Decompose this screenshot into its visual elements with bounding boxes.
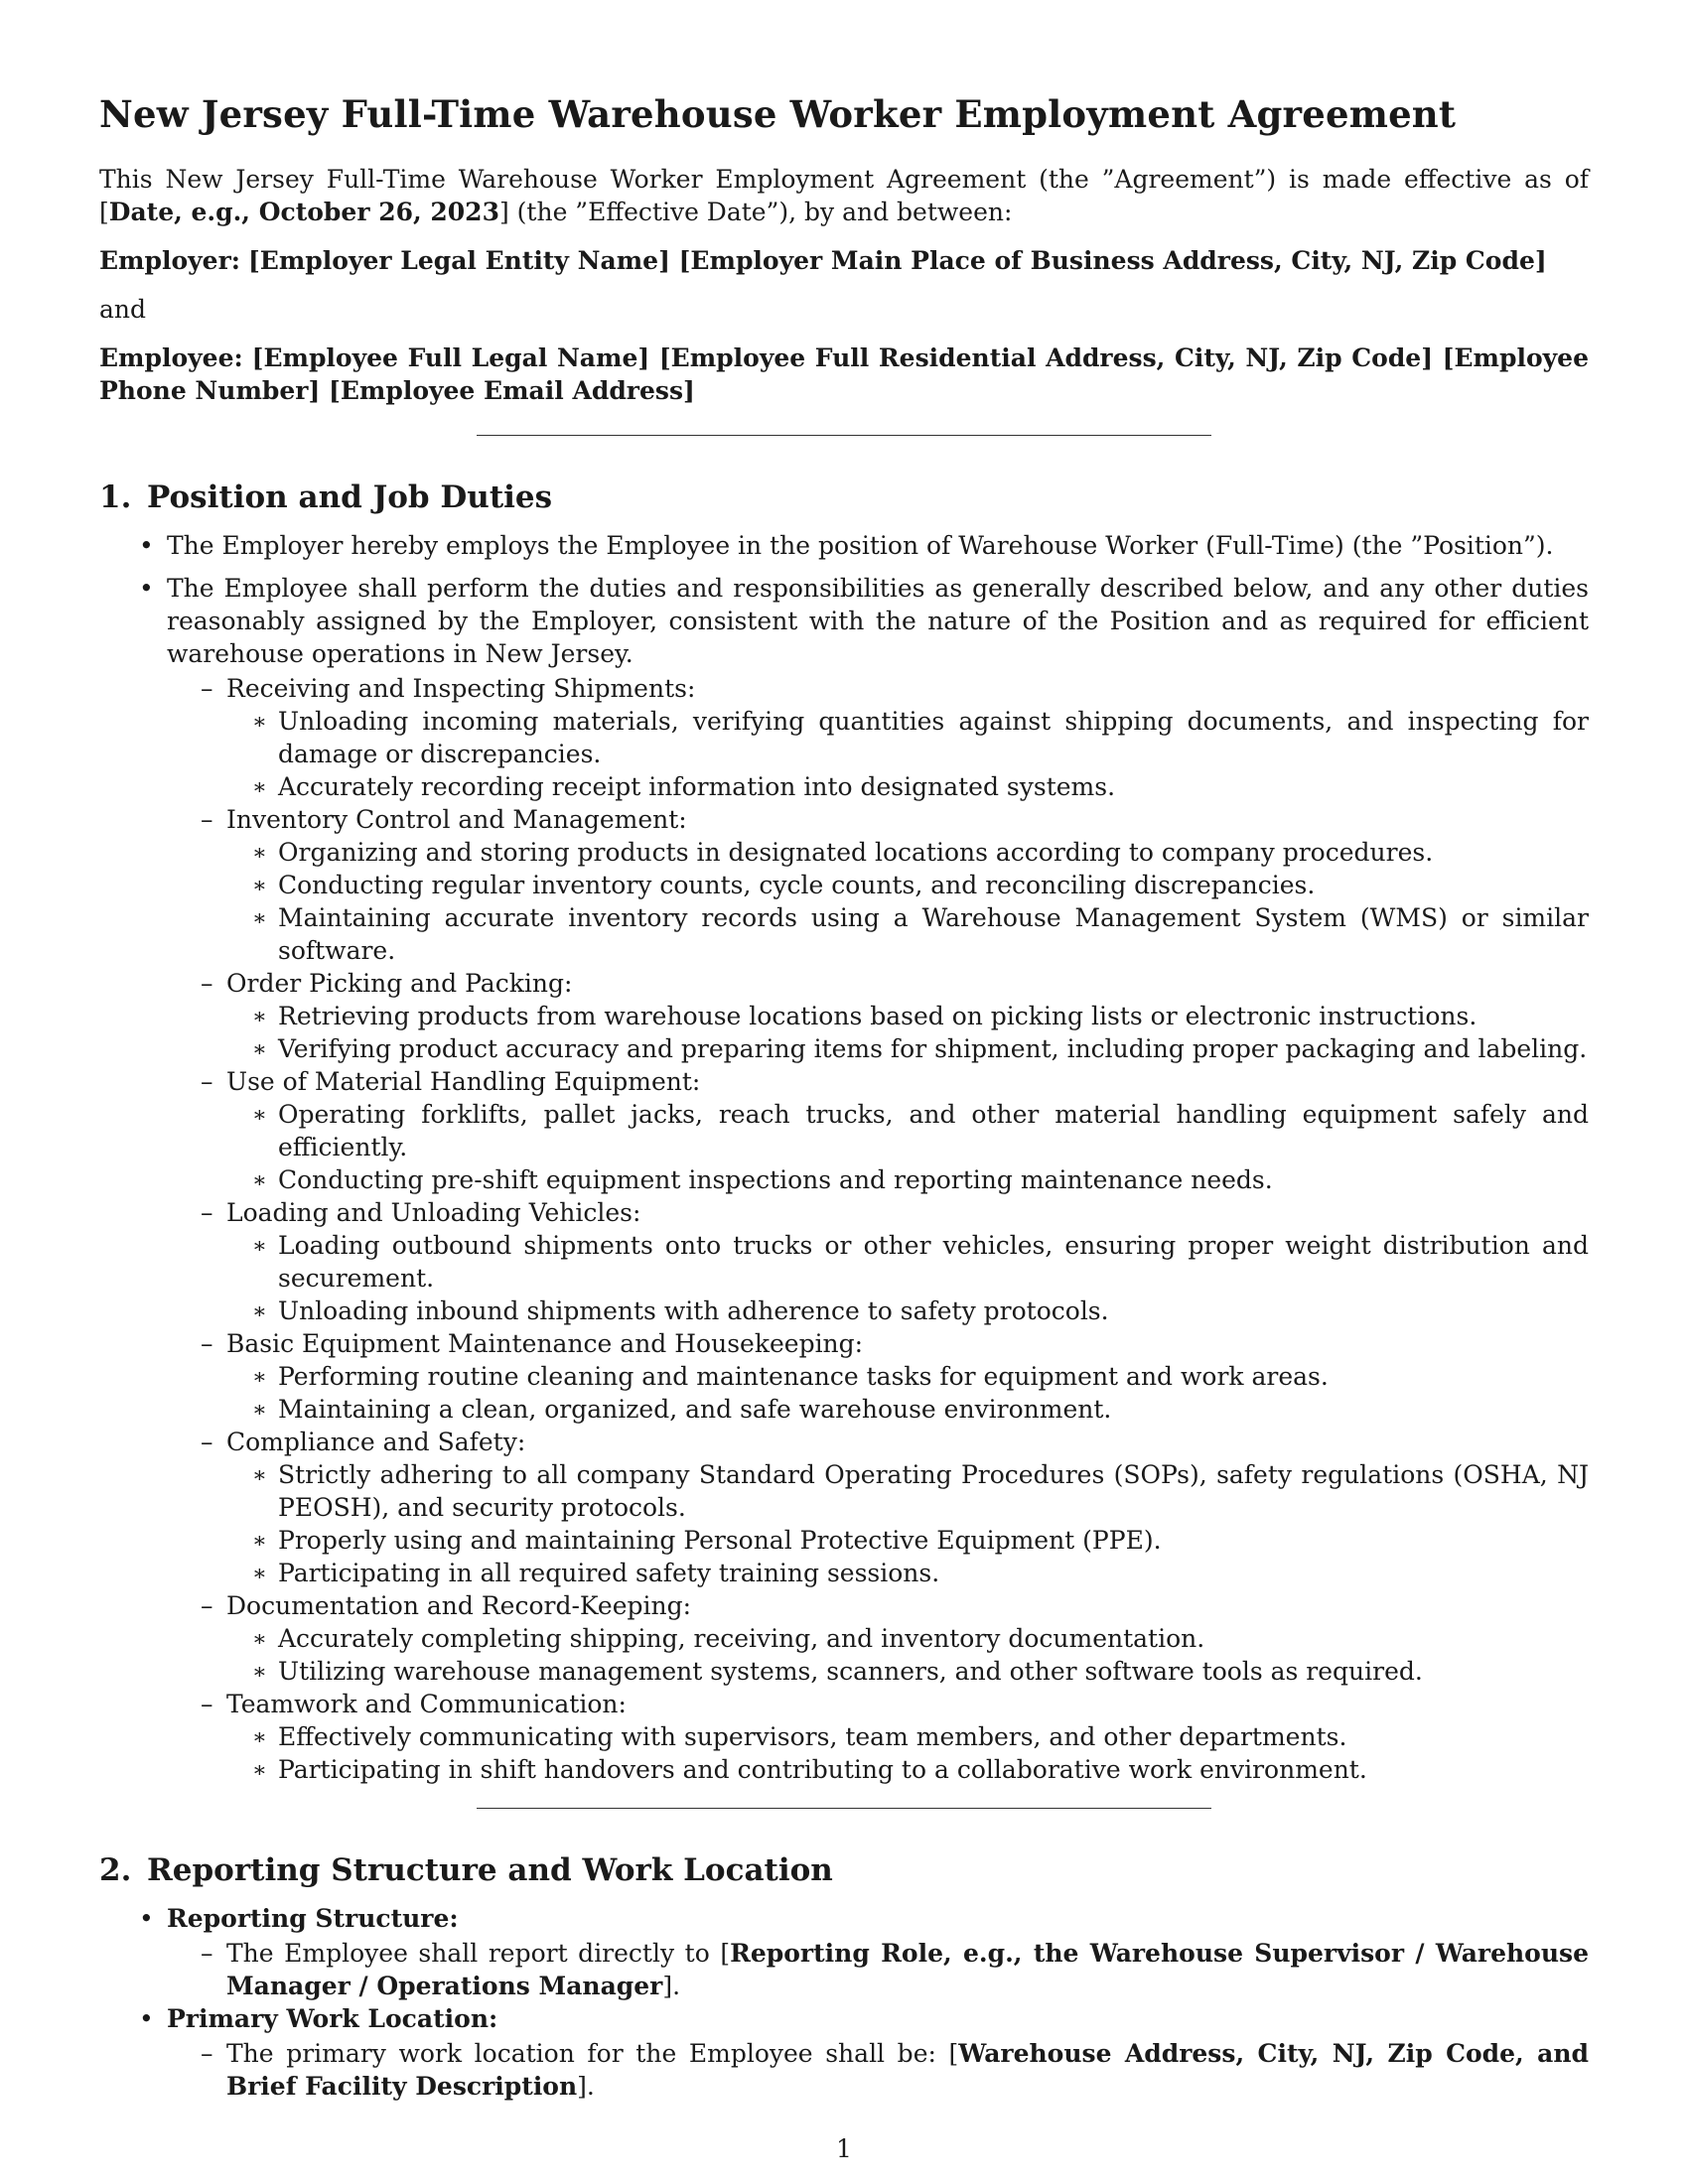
asterisk-icon: ∗ [252,874,267,898]
dash-icon: – [201,1198,213,1227]
duty-item [226,1622,1589,1655]
duty-item [226,1098,1589,1163]
employer-details: [Employer Legal Entity Name] [Employer Main Place of Business Address, City, NJ, Zip Code] [247,246,1547,275]
duty-item-text: Unloading inbound shipments with adherence to safety protocols. [278,1297,1109,1325]
dash-icon: – [201,2039,213,2068]
duty-item [226,705,1589,770]
duty-item-text: Loading outbound shipments onto trucks or other vehicles, ensuring proper weight distribution and securement. [278,1231,1589,1293]
asterisk-icon: ∗ [252,1365,267,1390]
document-page [99,77,1589,2103]
duty-item-text: Maintaining a clean, organized, and safe warehouse environment. [278,1395,1112,1424]
location-sublist [167,2037,1589,2103]
dash-icon: – [201,969,213,998]
duty-category [167,967,1589,1065]
duty-category [167,1065,1589,1196]
duty-item [226,1032,1589,1065]
duty-item [226,1393,1589,1426]
duty-item [226,1295,1589,1327]
duty-heading: Receiving and Inspecting Shipments: [226,674,696,703]
duty-category [167,1688,1589,1786]
bullet-icon: • [139,1904,154,1933]
dash-icon: – [201,805,213,834]
duty-heading: Use of Material Handling Equipment: [226,1067,701,1096]
asterisk-icon: ∗ [252,1005,267,1029]
dash-icon: – [201,674,213,703]
asterisk-icon: ∗ [252,1529,267,1554]
duty-item-text: Accurately completing shipping, receiving, and inventory documentation. [278,1624,1205,1653]
duty-heading: Documentation and Record-Keeping: [226,1591,692,1620]
duty-category [167,672,1589,803]
duty-item [226,1229,1589,1295]
asterisk-icon: ∗ [252,1168,267,1193]
duty-item-text: Verifying product accuracy and preparing items for shipment, including proper packaging and labeling. [278,1034,1588,1063]
asterisk-icon: ∗ [252,775,267,800]
duty-items [226,1000,1589,1065]
duty-item-text: Participating in shift handovers and contributing to a collaborative work environment. [278,1755,1367,1784]
duty-items [226,705,1589,803]
duty-item [226,1753,1589,1786]
duty-item [226,1163,1589,1196]
bullet-icon: • [139,574,154,603]
duty-item [226,1720,1589,1753]
dash-icon: – [201,1591,213,1620]
duty-items [226,1458,1589,1589]
duty-item [226,901,1589,967]
duty-heading: Compliance and Safety: [226,1428,526,1456]
duty-items [226,1360,1589,1426]
duty-item-text: Utilizing warehouse management systems, scanners, and other software tools as required. [278,1657,1423,1686]
duty-item-text: Operating forklifts, pallet jacks, reach trucks, and other material handling equipment safely and efficiently. [278,1100,1589,1161]
page-number: 1 [836,2134,852,2163]
list-item: • The Employee shall perform the duties and responsibilities as generally described below, and any other duties reasonably assigned by the Employer, consistent with the nature of the Position and as required for efficient warehouse operations in New Jersey. – Receiving and Inspecting Shipments: ∗ Unloading incoming materials, verifying quantities against shipping documents, and inspecting for damage or discrepancies. ∗ Accurately recording receipt information into designated systems. – Inventory Control and Management: ∗ Organizing and storing products in designated locations according to company procedures. ∗ Conducting regular inventory counts, cycle counts, and reconciling discrepancies. ∗ Maintaining accurate inventory records using a Warehouse Management System (WMS) or similar software. – Order Picking and Packing: ∗ Retrieving products from warehouse locations based on picking lists or electronic instructions. ∗ Verifying product accuracy and preparing items for shipment, including proper packaging and labeling. – Use of Material Handling Equipment: ∗ Operating forklifts, pallet jacks, reach trucks, and other material handling equipment safely and efficiently. ∗ Conducting pre-shift equipment inspections and reporting maintenance needs. – Loading and Unloading Vehicles: ∗ Loading outbound shipments onto trucks or other vehicles, ensuring proper weight distribution and securement. ∗ Unloading inbound shipments with adherence to safety protocols. – Basic Equipment Maintenance and Housekeeping: ∗ Performing routine cleaning and maintenance tasks for equipment and work areas. ∗ Maintaining a clean, organized, and safe warehouse environment. – Compliance and Safety: ∗ Strictly adhering to all company Standard Operating Procedures (SOPs), safety regulations (OSHA, NJ PEOSH), and security protocols. ∗ Properly using and maintaining Personal Protective Equipment (PPE). ∗ Participating in all required safety training sessions. – Documentation and Record-Keeping: ∗ Accurately completing shipping, receiving, and inventory documentation. ∗ Utilizing warehouse management systems, scanners, and other software tools as required. – Teamwork and Communication: ∗ Effectively communicating with supervisors, team members, and other departments. ∗ Participating in shift handovers and contributing to a collaborative work environment. [99,572,1589,1786]
employee-block: Employee: [Employee Full Legal Name] [Employee Full Residential Address, City, NJ, Zip Code] [Employee Phone Number] [Employee Email Address] [99,343,1589,405]
bullet-icon: • [139,2004,154,2033]
duty-item-text: Performing routine cleaning and maintenance tasks for equipment and work areas. [278,1362,1329,1391]
list-item: – The primary work location for the Employee shall be: [Warehouse Address, City, NJ, Zip Code, and Brief Facility Description]. [201,2039,1589,2101]
asterisk-icon: ∗ [252,1758,267,1783]
duty-item [226,1000,1589,1032]
employee-details: [Employee Full Legal Name] [Employee Full Residential Address, City, NJ, Zip Code] [Employee Phone Number] [Employee Email Address] [99,343,1589,405]
asterisk-icon: ∗ [252,1627,267,1652]
duty-item-text: Conducting pre-shift equipment inspections and reporting maintenance needs. [278,1165,1273,1194]
effective-date-placeholder: Date, e.g., October 26, 2023 [108,198,499,226]
section-1-list [99,529,1589,1786]
dash-icon: – [201,1067,213,1096]
duty-item-text: Conducting regular inventory counts, cycle counts, and reconciling discrepancies. [278,871,1316,899]
duty-category [167,1589,1589,1688]
duty-heading: Order Picking and Packing: [226,969,573,998]
asterisk-icon: ∗ [252,710,267,735]
duty-items [226,1622,1589,1688]
duty-item [226,869,1589,901]
duty-item-text: Accurately recording receipt information into designated systems. [278,772,1116,801]
section-divider [477,435,1211,436]
duty-items [226,836,1589,967]
duty-category [167,1426,1589,1589]
duty-item [226,770,1589,803]
duty-heading: Loading and Unloading Vehicles: [226,1198,641,1227]
duty-heading: Basic Equipment Maintenance and Housekeeping: [226,1329,864,1358]
duty-item [226,1524,1589,1557]
list-item: • Reporting Structure: – The Employee shall report directly to [Reporting Role, e.g., the Warehouse Supervisor / Warehouse Manager / Operations Manager]. [139,1904,1590,2000]
dash-icon: – [201,1428,213,1456]
section-heading-2: 2. Reporting Structure and Work Location [99,1852,833,1888]
asterisk-icon: ∗ [252,1037,267,1062]
duty-category [167,803,1589,967]
duty-item-text: Strictly adhering to all company Standard Operating Procedures (SOPs), safety regulations (OSHA, NJ PEOSH), and security protocols. [278,1460,1589,1522]
duty-item-text: Retrieving products from warehouse locations based on picking lists or electronic instructions. [278,1002,1477,1030]
and-text: and [99,295,147,324]
intro-paragraph: This New Jersey Full-Time Warehouse Worker Employment Agreement (the ”Agreement”) is made effective as of [Date, e.g., October 26, 2023] (the ”Effective Date”), by and between: [99,165,1589,226]
asterisk-icon: ∗ [252,1562,267,1586]
duty-heading: Inventory Control and Management: [226,805,687,834]
duty-item-text: Organizing and storing products in designated locations according to company procedures. [278,838,1434,867]
work-location-placeholder: Warehouse Address, City, NJ, Zip Code, and Brief Facility Description [226,2039,1589,2101]
list-item: • The Employer hereby employs the Employee in the position of Warehouse Worker (Full-Time) (the ”Position”). [139,531,1554,560]
duties-list [167,672,1589,1786]
duty-item [226,836,1589,869]
duty-item [226,1458,1589,1524]
asterisk-icon: ∗ [252,1463,267,1488]
duty-item [226,1557,1589,1589]
list-item: • Primary Work Location: – The primary work location for the Employee shall be: [Warehouse Address, City, NJ, Zip Code, and Brief Facility Description]. [139,2004,1589,2101]
reporting-role-placeholder: Reporting Role, e.g., the Warehouse Supervisor / Warehouse Manager / Operations Manager [226,1939,1590,2000]
section-divider [477,1808,1211,1809]
duty-items [226,1720,1589,1786]
section-heading-1: 1. Position and Job Duties [99,479,553,515]
reporting-sublist [167,1937,1589,2002]
section-2 [99,1850,1589,2103]
duty-item-text: Unloading incoming materials, verifying quantities against shipping documents, and inspecting for damage or discrepancies. [278,707,1589,768]
dash-icon: – [201,1329,213,1358]
asterisk-icon: ∗ [252,906,267,931]
asterisk-icon: ∗ [252,1725,267,1750]
duty-item-text: Maintaining accurate inventory records using a Warehouse Management System (WMS) or similar software. [278,903,1589,965]
duty-items [226,1229,1589,1327]
employer-block: Employer: [Employer Legal Entity Name] [Employer Main Place of Business Address, City, NJ, Zip Code] [99,246,1547,275]
duty-item [226,1360,1589,1393]
bullet-icon: • [139,531,154,560]
document-title: New Jersey Full-Time Warehouse Worker Employment Agreement [99,92,1457,136]
dash-icon: – [201,1690,213,1718]
duty-item-text: Effectively communicating with supervisors, team members, and other departments. [278,1722,1347,1751]
section-2-list [99,1902,1589,2103]
asterisk-icon: ∗ [252,1103,267,1128]
duty-category [167,1327,1589,1426]
list-item: – The Employee shall report directly to [Reporting Role, e.g., the Warehouse Supervisor / Warehouse Manager / Operations Manager]. [201,1939,1590,2000]
duty-item-text: Properly using and maintaining Personal Protective Equipment (PPE). [278,1526,1162,1555]
asterisk-icon: ∗ [252,1234,267,1259]
duty-item [226,1655,1589,1688]
dash-icon: – [201,1939,213,1968]
duty-items [226,1098,1589,1196]
duty-item-text: Participating in all required safety training sessions. [278,1559,940,1587]
asterisk-icon: ∗ [252,841,267,866]
asterisk-icon: ∗ [252,1299,267,1324]
asterisk-icon: ∗ [252,1660,267,1685]
asterisk-icon: ∗ [252,1398,267,1423]
duty-category [167,1196,1589,1327]
duty-heading: Teamwork and Communication: [226,1690,627,1718]
